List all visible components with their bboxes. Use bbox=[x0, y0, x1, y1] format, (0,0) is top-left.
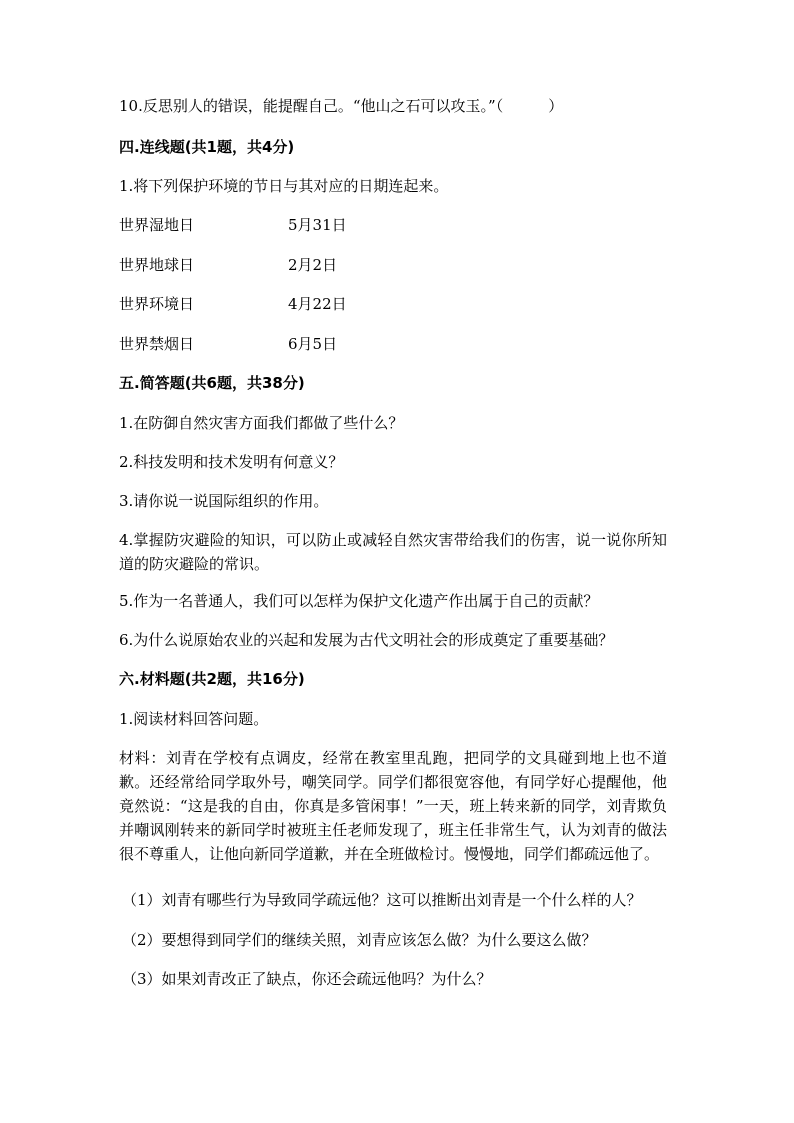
section-5-question: 3.请你说一说国际组织的作用。 bbox=[119, 492, 329, 510]
reading-material: 材料：刘青在学校有点调皮，经常在教室里乱跑，把同学的文具碰到地上也不道歉。还经常给同学取外号，嘲笑同学。同学们都很宽容他，有同学好心提醒他，他竟然说：“这是我的自由，你真是多管闲事！”一天，班上转来新的同学，刘青欺负并嘲讽刚转来的新同学时被班主任老师发现了，班主任非常生气，认为刘青的做法很不尊重人，让他向新同学道歉，并在全班做检讨。慢慢地，同学们都疏远他了。 bbox=[119, 749, 667, 863]
match-left-item: 世界禁烟日 bbox=[119, 335, 195, 353]
section-5-question: 6.为什么说原始农业的兴起和发展为古代文明社会的形成奠定了重要基础？ bbox=[119, 631, 614, 649]
section-5-question: 5.作为一名普通人，我们可以怎样为保护文化遗产作出属于自己的贡献？ bbox=[119, 592, 599, 610]
sub-question: （1）刘青有哪些行为导致同学疏远他？这可以推断出刘青是一个什么样的人？ bbox=[122, 891, 642, 909]
question-10-judgement: 10.反思别人的错误，能提醒自己。“他山之石可以攻玉。”（ ） bbox=[119, 97, 564, 115]
match-left-item: 世界地球日 bbox=[119, 256, 195, 274]
match-right-item: 4月22日 bbox=[288, 295, 347, 313]
section-5-question: 1.在防御自然灾害方面我们都做了些什么？ bbox=[119, 414, 404, 432]
sub-question: （3）如果刘青改正了缺点，你还会疏远他吗？为什么？ bbox=[122, 970, 492, 988]
match-right-item: 2月2日 bbox=[288, 256, 338, 274]
sub-question: （2）要想得到同学们的继续关照，刘青应该怎么做？为什么要这么做？ bbox=[122, 931, 597, 949]
match-right-item: 5月31日 bbox=[288, 216, 347, 234]
match-left-item: 世界环境日 bbox=[119, 295, 195, 313]
section-6-question-1: 1.阅读材料回答问题。 bbox=[119, 710, 269, 728]
match-left-item: 世界湿地日 bbox=[119, 216, 195, 234]
section-4-title: 四.连线题(共1题，共4分) bbox=[119, 138, 295, 156]
section-5-question: 2.科技发明和技术发明有何意义？ bbox=[119, 453, 344, 471]
match-right-item: 6月5日 bbox=[288, 335, 338, 353]
section-5-question: 4.掌握防灾避险的知识，可以防止或减轻自然灾害带给我们的伤害，说一说你所知道的防灾避险的常识。 bbox=[119, 531, 667, 573]
section-6-title: 六.材料题(共2题，共16分) bbox=[119, 670, 305, 688]
section-5-title: 五.简答题(共6题，共38分) bbox=[119, 374, 305, 392]
section-4-question-1: 1.将下列保护环境的节日与其对应的日期连起来。 bbox=[119, 177, 449, 195]
